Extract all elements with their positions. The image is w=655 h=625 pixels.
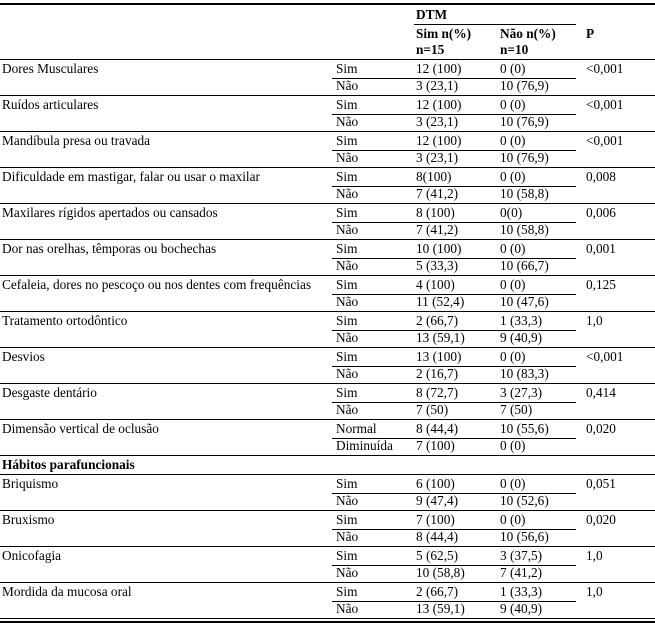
row-separator — [0, 131, 655, 132]
category-cell: Sim — [336, 97, 358, 112]
yes-value: 7 (41,2) — [416, 222, 459, 237]
no-value: 0 (0) — [500, 277, 526, 292]
yes-value: 7 (100) — [416, 512, 455, 527]
yes-value: 10 (100) — [416, 241, 462, 256]
yes-value: 10 (58,8) — [416, 565, 465, 580]
row-label: Ruídos articulares — [2, 97, 99, 112]
yes-value: 3 (23,1) — [416, 150, 459, 165]
yes-value: 3 (23,1) — [416, 114, 459, 129]
p-value: 1,0 — [586, 584, 603, 599]
yes-value: 7 (50) — [416, 402, 449, 417]
category-cell: Não — [336, 114, 359, 129]
yes-value: 11 (52,4) — [416, 294, 465, 309]
yes-value: 8(100) — [416, 169, 452, 184]
row-separator — [0, 275, 655, 276]
no-value: 0 (0) — [500, 349, 526, 364]
no-value: 10 (58,8) — [500, 222, 549, 237]
category-cell: Não — [336, 366, 359, 381]
row-label: Dor nas orelhas, têmporas ou bochechas — [2, 241, 217, 256]
no-value: 0 (0) — [500, 476, 526, 491]
p-value: 1,0 — [586, 313, 603, 328]
p-value: 0,008 — [586, 169, 616, 184]
no-value: 10 (66,7) — [500, 258, 549, 273]
p-value: 0,006 — [586, 205, 616, 220]
p-value: <0,001 — [586, 133, 624, 148]
no-value: 10 (56,6) — [500, 529, 549, 544]
yes-value: 5 (62,5) — [416, 548, 459, 563]
category-cell: Não — [336, 294, 359, 309]
yes-value: 7 (41,2) — [416, 186, 459, 201]
row-separator — [0, 167, 655, 168]
no-value: 0 (0) — [500, 61, 526, 76]
category-cell: Não — [336, 493, 359, 508]
header-col-p: P — [586, 26, 595, 41]
category-cell: Sim — [336, 548, 358, 563]
category-cell: Não — [336, 402, 359, 417]
row-label: Bruxismo — [2, 512, 55, 527]
p-value: <0,001 — [586, 61, 624, 76]
row-label: Cefaleia, dores no pescoço ou nos dentes com frequências — [2, 277, 312, 292]
category-cell: Não — [336, 222, 359, 237]
yes-value: 4 (100) — [416, 277, 455, 292]
no-value: 3 (27,3) — [500, 385, 543, 400]
row-label: Onicofagia — [2, 548, 62, 563]
no-value: 0 (0) — [500, 241, 526, 256]
row-label: Dores Musculares — [2, 61, 99, 76]
category-cell: Não — [336, 258, 359, 273]
yes-value: 2 (16,7) — [416, 366, 459, 381]
header-bottom-rule — [0, 59, 655, 60]
row-separator — [0, 203, 655, 204]
category-cell: Sim — [336, 584, 358, 599]
no-value: 10 (58,8) — [500, 186, 549, 201]
category-cell: Sim — [336, 241, 358, 256]
row-separator — [0, 347, 655, 348]
category-cell: Diminuída — [336, 438, 393, 453]
p-value: 0,020 — [586, 421, 616, 436]
no-value: 0 (0) — [500, 97, 526, 112]
category-cell: Não — [336, 78, 359, 93]
no-value: 3 (37,5) — [500, 548, 543, 563]
yes-value: 2 (66,7) — [416, 584, 459, 599]
header-group-dtm: DTM — [416, 7, 448, 22]
category-cell: Não — [336, 150, 359, 165]
row-separator — [0, 510, 655, 511]
category-cell: Sim — [336, 313, 358, 328]
no-value: 9 (40,9) — [500, 601, 543, 616]
category-cell: Não — [336, 565, 359, 580]
p-value: 0,051 — [586, 476, 616, 491]
row-separator — [0, 582, 655, 583]
no-value: 1 (33,3) — [500, 584, 543, 599]
row-separator — [0, 311, 655, 312]
category-cell: Normal — [336, 421, 377, 436]
p-value: 0,001 — [586, 241, 616, 256]
yes-value: 3 (23,1) — [416, 78, 459, 93]
row-label: Maxilares rígidos apertados ou cansados — [2, 205, 218, 220]
no-value: 0 (0) — [500, 438, 526, 453]
header-col-no-line2: n=10 — [500, 42, 529, 57]
row-label: Desvios — [2, 349, 45, 364]
p-value: <0,001 — [586, 349, 624, 364]
p-value: 0,414 — [586, 385, 616, 400]
row-separator — [0, 546, 655, 547]
section-title: Hábitos parafuncionais — [2, 457, 135, 472]
category-cell: Não — [336, 330, 359, 345]
row-separator — [0, 455, 655, 456]
row-separator — [0, 618, 655, 619]
category-cell: Sim — [336, 277, 358, 292]
row-label: Briquismo — [2, 476, 59, 491]
category-cell: Não — [336, 186, 359, 201]
header-col-yes-line1: Sim n(%) — [416, 26, 472, 41]
header-col-yes-line2: n=15 — [416, 42, 445, 57]
no-value: 10 (55,6) — [500, 421, 549, 436]
row-label: Mordida da mucosa oral — [2, 584, 132, 599]
row-separator — [0, 419, 655, 420]
no-value: 10 (76,9) — [500, 78, 549, 93]
yes-value: 13 (59,1) — [416, 330, 465, 345]
p-value: <0,001 — [586, 97, 624, 112]
yes-value: 5 (33,3) — [416, 258, 459, 273]
row-separator — [0, 239, 655, 240]
yes-value: 2 (66,7) — [416, 313, 459, 328]
header-group-underline — [414, 24, 576, 25]
header-col-no-line1: Não n(%) — [500, 26, 556, 41]
yes-value: 8 (72,7) — [416, 385, 459, 400]
yes-value: 12 (100) — [416, 133, 462, 148]
section-separator — [0, 474, 655, 475]
no-value: 10 (47,6) — [500, 294, 549, 309]
row-label: Dimensão vertical de oclusão — [2, 421, 159, 436]
category-cell: Não — [336, 529, 359, 544]
row-label: Tratamento ortodôntico — [2, 313, 128, 328]
row-separator — [0, 383, 655, 384]
yes-value: 8 (44,4) — [416, 421, 459, 436]
category-cell: Sim — [336, 61, 358, 76]
no-value: 10 (52,6) — [500, 493, 549, 508]
no-value: 0 (0) — [500, 133, 526, 148]
p-value: 0,020 — [586, 512, 616, 527]
yes-value: 13 (100) — [416, 349, 462, 364]
no-value: 1 (33,3) — [500, 313, 543, 328]
yes-value: 9 (47,4) — [416, 493, 459, 508]
row-inner-rule — [332, 402, 576, 403]
p-value: 1,0 — [586, 548, 603, 563]
category-cell: Sim — [336, 512, 358, 527]
row-separator — [0, 95, 655, 96]
no-value: 10 (83,3) — [500, 366, 549, 381]
category-cell: Sim — [336, 169, 358, 184]
no-value: 7 (41,2) — [500, 565, 543, 580]
category-cell: Sim — [336, 349, 358, 364]
top-rule — [0, 3, 655, 5]
yes-value: 8 (44,4) — [416, 529, 459, 544]
yes-value: 13 (59,1) — [416, 601, 465, 616]
yes-value: 12 (100) — [416, 97, 462, 112]
no-value: 0 (0) — [500, 169, 526, 184]
no-value: 10 (76,9) — [500, 114, 549, 129]
category-cell: Sim — [336, 476, 358, 491]
yes-value: 8 (100) — [416, 205, 455, 220]
no-value: 7 (50) — [500, 402, 533, 417]
no-value: 0 (0) — [500, 512, 526, 527]
category-cell: Sim — [336, 133, 358, 148]
no-value: 0(0) — [500, 205, 523, 220]
yes-value: 7 (100) — [416, 438, 455, 453]
category-cell: Sim — [336, 205, 358, 220]
bottom-rule — [0, 621, 655, 623]
row-label: Mandíbula presa ou travada — [2, 133, 151, 148]
category-cell: Não — [336, 601, 359, 616]
category-cell: Sim — [336, 385, 358, 400]
yes-value: 6 (100) — [416, 476, 455, 491]
row-label: Desgaste dentário — [2, 385, 97, 400]
row-label: Dificuldade em mastigar, falar ou usar o maxilar — [2, 169, 260, 184]
no-value: 10 (76,9) — [500, 150, 549, 165]
yes-value: 12 (100) — [416, 61, 462, 76]
p-value: 0,125 — [586, 277, 616, 292]
no-value: 9 (40,9) — [500, 330, 543, 345]
